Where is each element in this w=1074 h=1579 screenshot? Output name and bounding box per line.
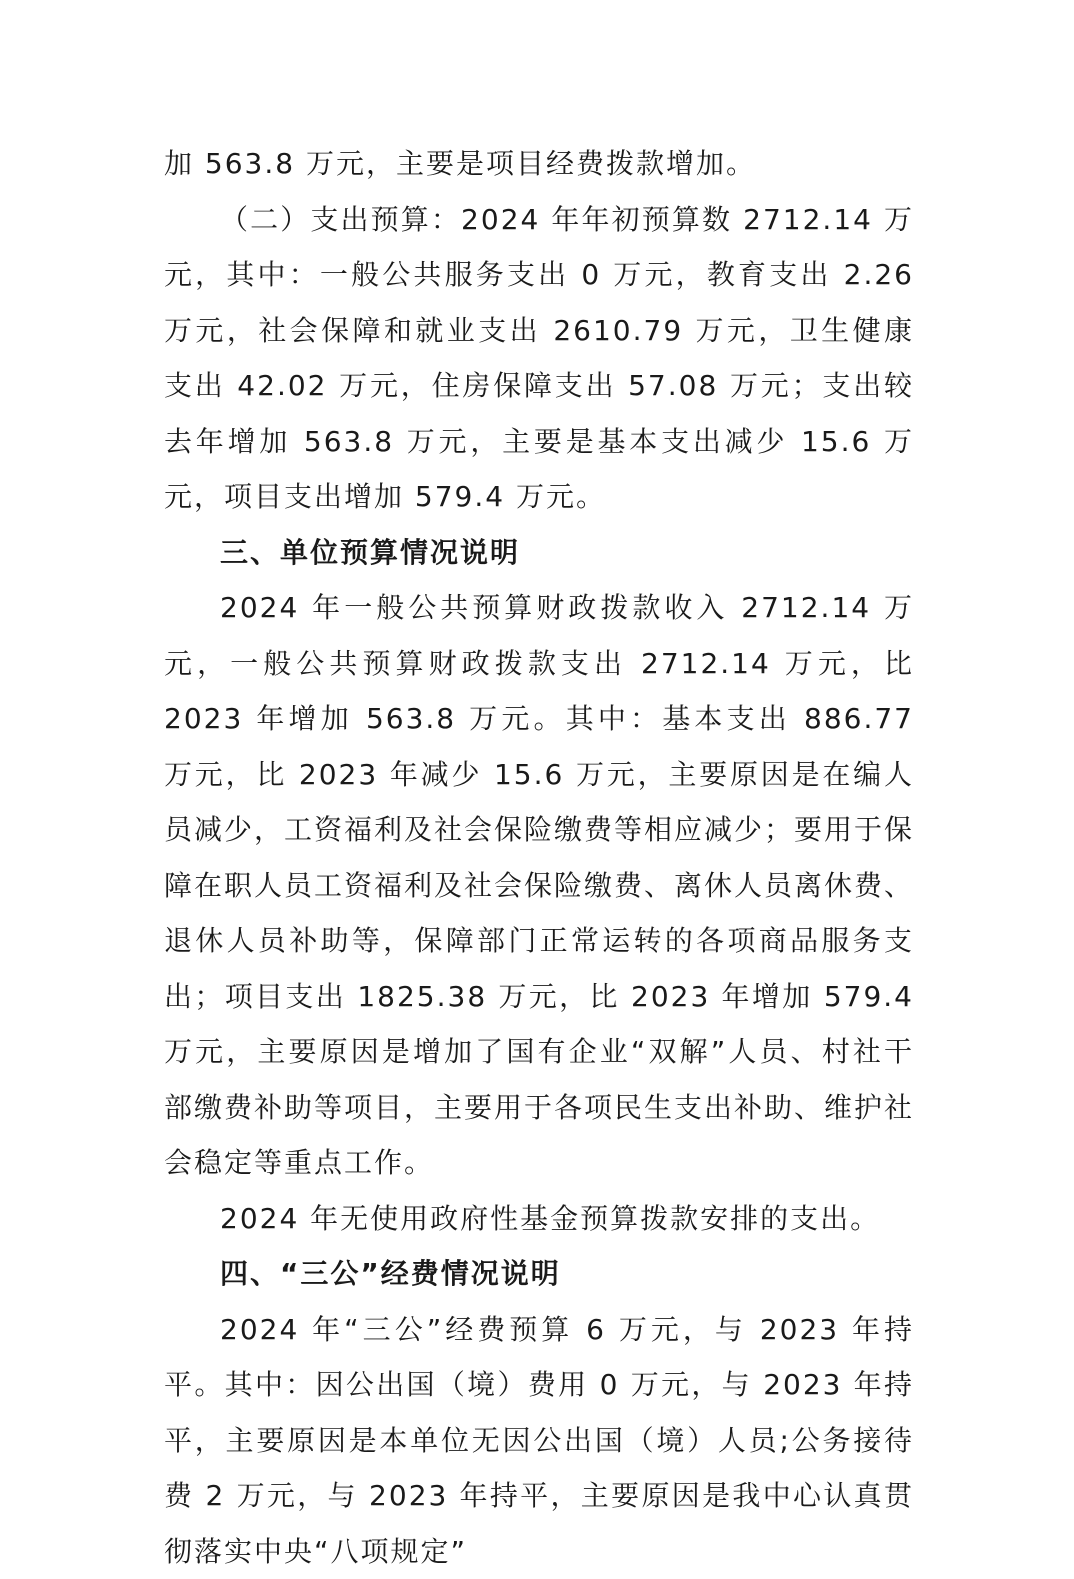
document-body: [164, 136, 914, 1579]
paragraph-unit-budget: 2024 年一般公共预算财政拨款收入 2712.14 万元，一般公共预算财政拨款支出 2712.14 万元，比 2023 年增加 563.8 万元。其中：基本支出 886.77 万元，比 2023 年减少 15.6 万元，主要原因是在编人员减少，工资福利及社会保险缴费等相应减少；要用于保障在职人员工资福利及社会保险缴费、离休人员离休费、退休人员补助等，保障部门正常运转的各项商品服务支出；项目支出 1825.38 万元，比 2023 年增加 579.4 万元，主要原因是增加了国有企业“双解”人员、村社干部缴费补助等项目，主要用于各项民生支出补助、维护社会稳定等重点工作。: [164, 580, 914, 1191]
paragraph-expenditure-budget: （二）支出预算：2024 年年初预算数 2712.14 万元，其中：一般公共服务支出 0 万元，教育支出 2.26 万元，社会保障和就业支出 2610.79 万元，卫生健康支出 42.02 万元，住房保障支出 57.08 万元；支出较去年增加 563.8 万元，主要是基本支出减少 15.6 万元，项目支出增加 579.4 万元。: [164, 192, 914, 525]
paragraph-three-public: 2024 年“三公”经费预算 6 万元，与 2023 年持平。其中：因公出国（境）费用 0 万元，与 2023 年持平，主要原因是本单位无因公出国（境）人员;公务接待费 2 万元，与 2023 年持平，主要原因是我中心认真贯彻落实中央“八项规定”: [164, 1302, 914, 1579]
paragraph-continued: 加 563.8 万元，主要是项目经费拨款增加。: [164, 136, 914, 192]
paragraph-government-fund: 2024 年无使用政府性基金预算拨款安排的支出。: [164, 1191, 914, 1247]
section-heading-unit-budget: 三、单位预算情况说明: [164, 525, 914, 581]
section-heading-three-public: 四、“三公”经费情况说明: [164, 1246, 914, 1302]
